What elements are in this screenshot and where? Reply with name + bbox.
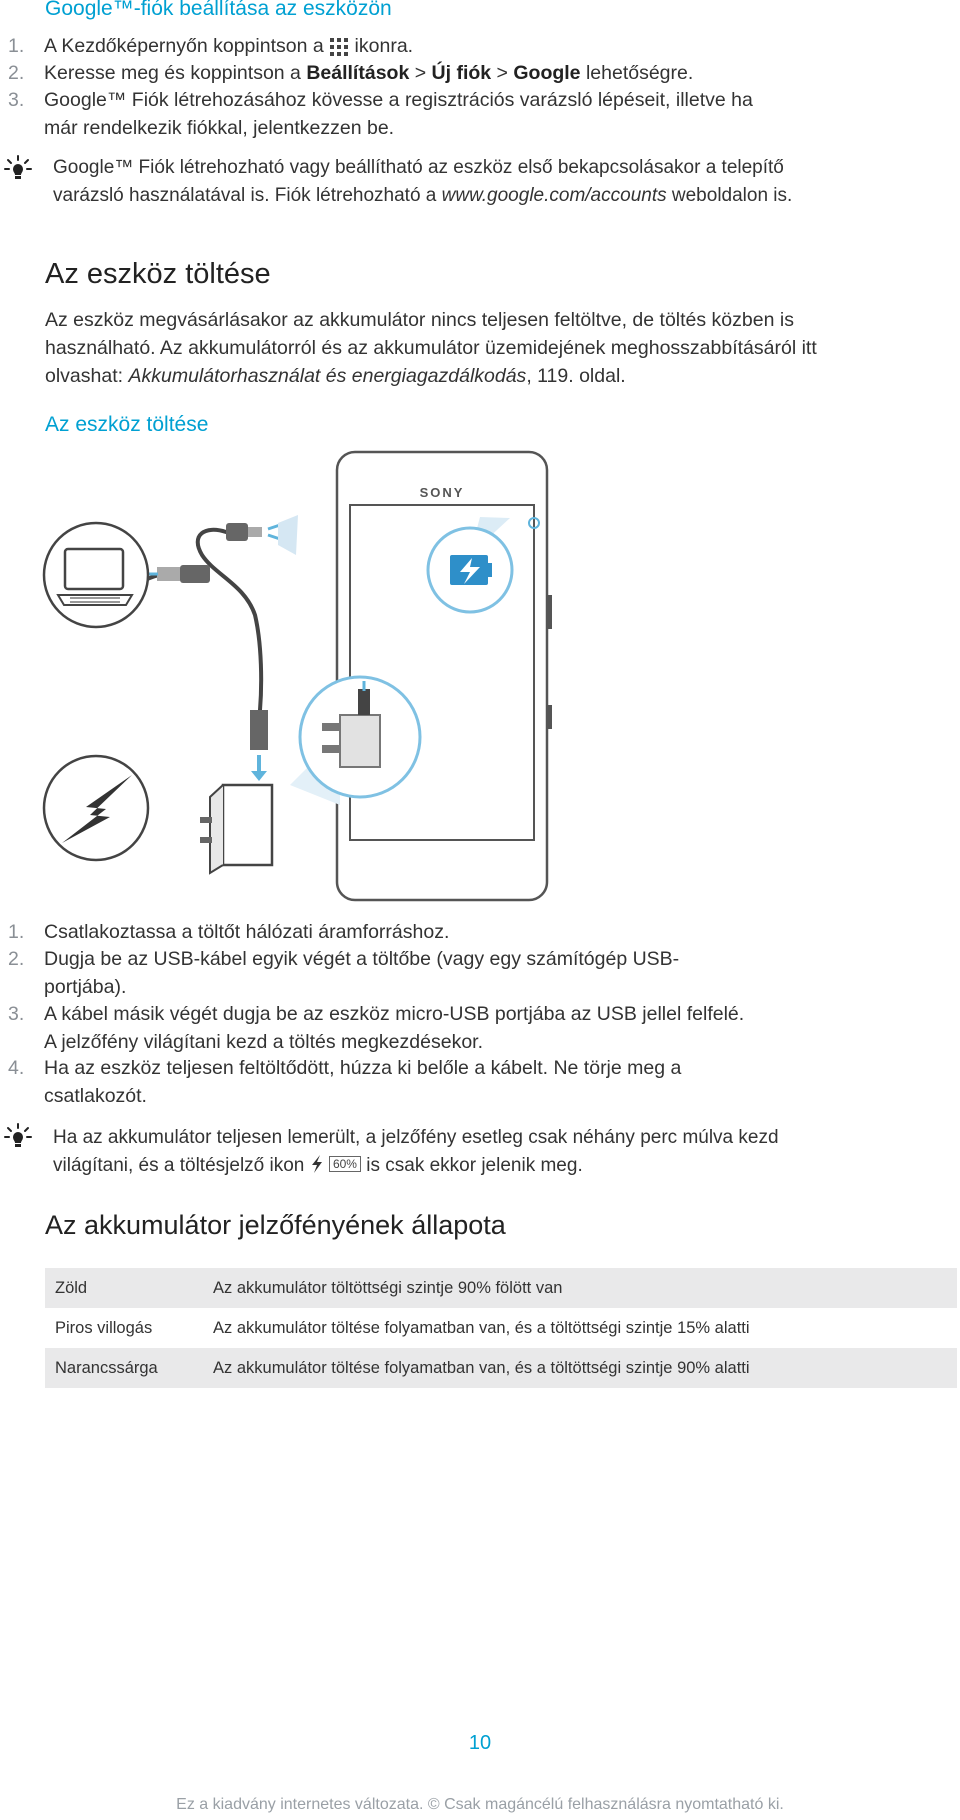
step-number: 3. bbox=[8, 1003, 25, 1025]
table-row bbox=[45, 1348, 957, 1388]
menu-path-settings: Beállítások bbox=[306, 62, 410, 84]
usb-a-plug bbox=[140, 565, 210, 583]
led-color-cell: Zöld bbox=[45, 1268, 203, 1308]
step-number: 1. bbox=[8, 35, 25, 57]
cable-plug-end bbox=[250, 710, 268, 750]
table-row bbox=[45, 1308, 957, 1348]
step-text: csatlakozót. bbox=[44, 1085, 147, 1107]
step-text: A jelzőfény világítani kezd a töltés megkezdésekor. bbox=[44, 1031, 483, 1053]
step-number: 4. bbox=[8, 1057, 25, 1079]
step-number: 2. bbox=[8, 62, 25, 84]
battery-percent-label: 60% bbox=[329, 1156, 361, 1172]
list-item bbox=[8, 1054, 908, 1107]
tip-battery-empty bbox=[53, 1124, 943, 1180]
path-separator: > bbox=[414, 62, 427, 84]
step-text: Csatlakoztassa a töltőt hálózati áramforráshoz. bbox=[44, 921, 450, 943]
step-text: portjába). bbox=[44, 976, 127, 998]
list-item bbox=[8, 59, 908, 87]
micro-usb-plug bbox=[226, 515, 298, 555]
step-number: 3. bbox=[8, 89, 25, 111]
google-section-heading: Google™-fiók beállítása az eszközön bbox=[45, 0, 392, 20]
app-grid-icon bbox=[329, 37, 349, 57]
menu-path-new-account: Új fiók bbox=[431, 62, 492, 84]
charging-illustration bbox=[40, 445, 600, 915]
step-text: Keresse meg és koppintson a bbox=[44, 62, 301, 84]
led-status-heading: Az akkumulátor jelzőfényének állapota bbox=[45, 1210, 506, 1240]
phone-brand: SONY bbox=[419, 485, 465, 500]
tip-text: Ha az akkumulátor teljesen lemerült, a jelzőfény esetleg csak néhány perc múlva kezd bbox=[53, 1127, 779, 1148]
lightning-icon bbox=[310, 1155, 324, 1173]
lightbulb-icon bbox=[4, 154, 32, 182]
lightbulb-icon bbox=[4, 1122, 32, 1150]
phone-illustration bbox=[337, 452, 552, 900]
page-number: 10 bbox=[468, 1732, 492, 1754]
charging-status-icon bbox=[310, 1150, 361, 1178]
step-text: lehetőségre. bbox=[585, 62, 694, 84]
tip-text: Google™ Fiók létrehozható vagy beállítható az eszköz első bekapcsolásakor a telepítő bbox=[53, 157, 784, 178]
step-text: Google™ Fiók létrehozásához kövesse a regisztrációs varázsló lépéseit, illetve ha bbox=[44, 89, 753, 111]
led-color-cell: Narancssárga bbox=[45, 1348, 203, 1388]
step-text: Ha az eszköz teljesen feltöltődött, húzza ki belőle a kábelt. Ne törje meg a bbox=[44, 1057, 682, 1079]
figure-title: Az eszköz töltése bbox=[45, 413, 209, 436]
tip-text: is csak ekkor jelenik meg. bbox=[366, 1155, 583, 1177]
step-text: ikonra. bbox=[354, 35, 414, 57]
lightning-icon bbox=[44, 756, 148, 860]
tip-text: varázsló használatával is. Fiók létrehozható a bbox=[53, 185, 437, 206]
step-number: 1. bbox=[8, 921, 25, 943]
list-item bbox=[8, 1000, 908, 1053]
list-item bbox=[8, 918, 908, 946]
paragraph-text: olvashat: bbox=[45, 365, 124, 387]
footer-notice: Ez a kiadvány internetes változata. © Csak magáncélú felhasználásra nyomtatható ki. bbox=[176, 1796, 784, 1813]
step-text: A kábel másik végét dugja be az eszköz micro-USB portjába az USB jellel felfelé. bbox=[44, 1003, 745, 1025]
battery-management-link[interactable]: Akkumulátorhasználat és energiagazdálkodás bbox=[128, 365, 527, 387]
step-text: Dugja be az USB-kábel egyik végét a töltőbe (vagy egy számítógép USB- bbox=[44, 948, 680, 970]
step-number: 2. bbox=[8, 948, 25, 970]
wall-charger-illustration bbox=[200, 785, 272, 873]
charging-paragraph bbox=[45, 306, 955, 390]
led-description-cell: Az akkumulátor töltése folyamatban van, és a töltöttségi szintje 90% alatti bbox=[203, 1348, 957, 1388]
charging-heading: Az eszköz töltése bbox=[45, 258, 271, 290]
path-separator: > bbox=[496, 62, 508, 84]
list-item bbox=[8, 32, 908, 60]
led-status-table bbox=[45, 1268, 957, 1388]
list-item bbox=[8, 945, 908, 998]
led-description-cell: Az akkumulátor töltése folyamatban van, és a töltöttségi szintje 15% alatti bbox=[213, 1318, 750, 1337]
tip-text: weboldalon is. bbox=[671, 185, 793, 206]
table-row bbox=[45, 1268, 957, 1308]
led-color-cell: Piros villogás bbox=[55, 1318, 153, 1337]
tip-text: világítani, és a töltésjelző ikon bbox=[53, 1155, 305, 1177]
menu-path-google: Google bbox=[513, 62, 581, 84]
paragraph-text: , 119. oldal. bbox=[526, 365, 626, 387]
step-text: A Kezdőképernyőn koppintson a bbox=[44, 35, 324, 57]
list-item bbox=[8, 86, 908, 139]
laptop-illustration bbox=[44, 523, 148, 627]
paragraph-text: Az eszköz megvásárlásakor az akkumulátor nincs teljesen feltöltve, de töltés közben is bbox=[45, 309, 794, 331]
google-accounts-link[interactable]: www.google.com/accounts bbox=[441, 185, 667, 206]
paragraph-text: használható. Az akkumulátorról és az akkumulátor üzemidejének meghosszabbításáról itt bbox=[45, 337, 817, 359]
led-description-cell: Az akkumulátor töltöttségi szintje 90% fölött van bbox=[203, 1268, 957, 1308]
tip-google-account bbox=[53, 154, 943, 210]
step-text: már rendelkezik fiókkal, jelentkezzen be. bbox=[44, 117, 395, 139]
